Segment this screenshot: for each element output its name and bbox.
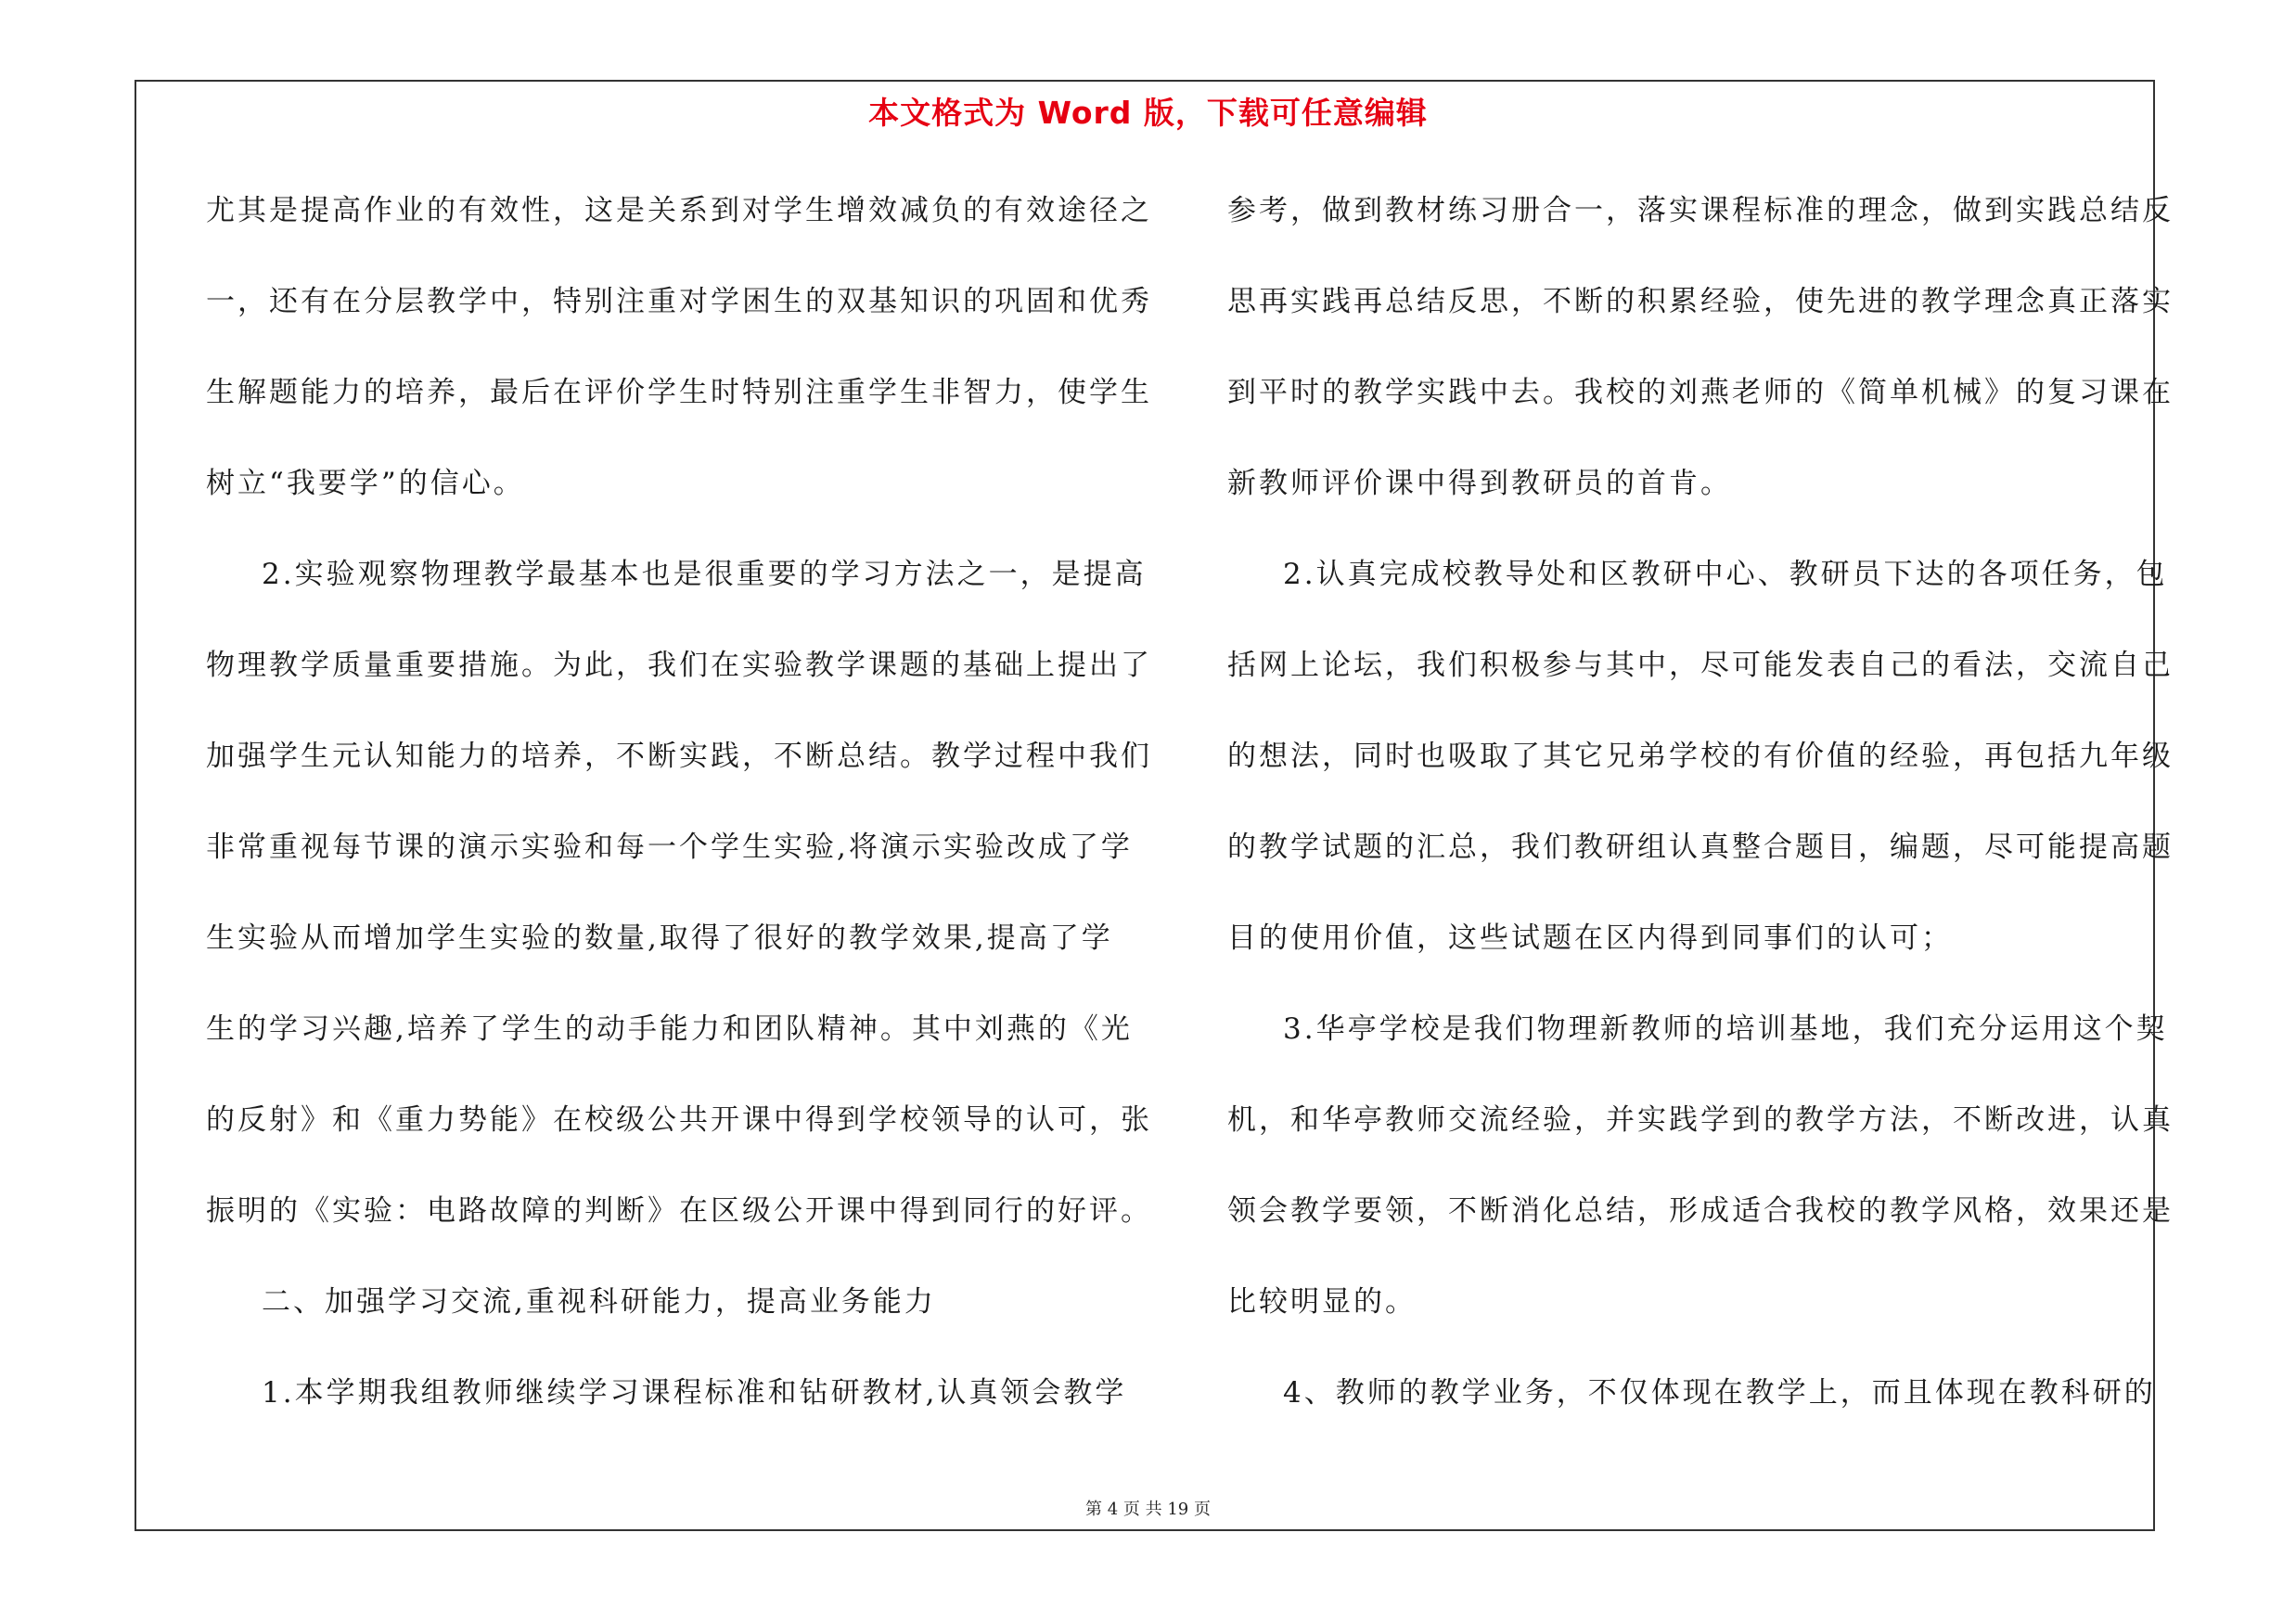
page-number-footer: 第 4 页 共 19 页 [1085, 1500, 1211, 1519]
right-line-13: 比较明显的。 [1227, 1285, 1417, 1319]
right-line-1: 参考，做到教材练习册合一，落实课程标准的理念，做到实践总结反 [1227, 194, 2174, 227]
left-line-9: 生实验从而增加学生实验的数量,取得了很好的教学效果,提高了学 [206, 921, 1113, 955]
right-line-10: 3.华亭学校是我们物理新教师的培训基地，我们充分运用这个契 [1283, 1012, 2168, 1046]
left-line-4: 树立“我要学”的信心。 [206, 467, 525, 500]
right-line-6: 括网上论坛，我们积极参与其中，尽可能发表自己的看法，交流自己 [1227, 649, 2174, 682]
format-notice-header: 本文格式为 Word 版，下载可任意编辑 [868, 95, 1428, 131]
right-line-4: 新教师评价课中得到教研员的首肯。 [1227, 467, 1732, 500]
left-line-14: 1.本学期我组教师继续学习课程标准和钻研教材,认真领会教学 [262, 1376, 1127, 1410]
left-text-column [206, 184, 1152, 1457]
right-line-2: 思再实践再总结反思，不断的积累经验，使先进的教学理念真正落实 [1227, 285, 2174, 318]
left-line-10: 生的学习兴趣,培养了学生的动手能力和团队精神。其中刘燕的《光 [206, 1012, 1133, 1046]
left-line-11: 的反射》和《重力势能》在校级公共开课中得到学校领导的认可，张 [206, 1103, 1152, 1137]
left-line-5: 2.实验观察物理教学最基本也是很重要的学习方法之一，是提高 [262, 558, 1147, 591]
left-line-3: 生解题能力的培养，最后在评价学生时特别注重学生非智力，使学生 [206, 376, 1152, 409]
left-line-8: 非常重视每节课的演示实验和每一个学生实验,将演示实验改成了学 [206, 831, 1133, 864]
right-line-8: 的教学试题的汇总，我们教研组认真整合题目，编题，尽可能提高题 [1227, 831, 2174, 864]
left-line-2: 一，还有在分层教学中，特别注重对学困生的双基知识的巩固和优秀 [206, 285, 1152, 318]
right-line-14: 4、教师的教学业务，不仅体现在教学上，而且体现在教科研的 [1283, 1376, 2156, 1410]
left-line-13: 二、加强学习交流,重视科研能力，提高业务能力 [262, 1285, 936, 1319]
right-line-9: 目的使用价值，这些试题在区内得到同事们的认可； [1227, 921, 1953, 955]
left-line-7: 加强学生元认知能力的培养，不断实践，不断总结。教学过程中我们 [206, 740, 1152, 773]
right-line-3: 到平时的教学实践中去。我校的刘燕老师的《简单机械》的复习课在 [1227, 376, 2174, 409]
left-line-12: 振明的《实验：电路故障的判断》在区级公开课中得到同行的好评。 [206, 1194, 1152, 1228]
right-text-column [1227, 184, 2174, 1457]
right-line-11: 机，和华亭教师交流经验，并实践学到的教学方法，不断改进，认真 [1227, 1103, 2174, 1137]
right-line-5: 2.认真完成校教导处和区教研中心、教研员下达的各项任务，包 [1283, 558, 2168, 591]
right-line-7: 的想法，同时也吸取了其它兄弟学校的有价值的经验，再包括九年级 [1227, 740, 2174, 773]
right-line-12: 领会教学要领，不断消化总结，形成适合我校的教学风格，效果还是 [1227, 1194, 2174, 1228]
left-line-6: 物理教学质量重要措施。为此，我们在实验教学课题的基础上提出了 [206, 649, 1152, 682]
left-line-1: 尤其是提高作业的有效性，这是关系到对学生增效减负的有效途径之 [206, 194, 1152, 227]
